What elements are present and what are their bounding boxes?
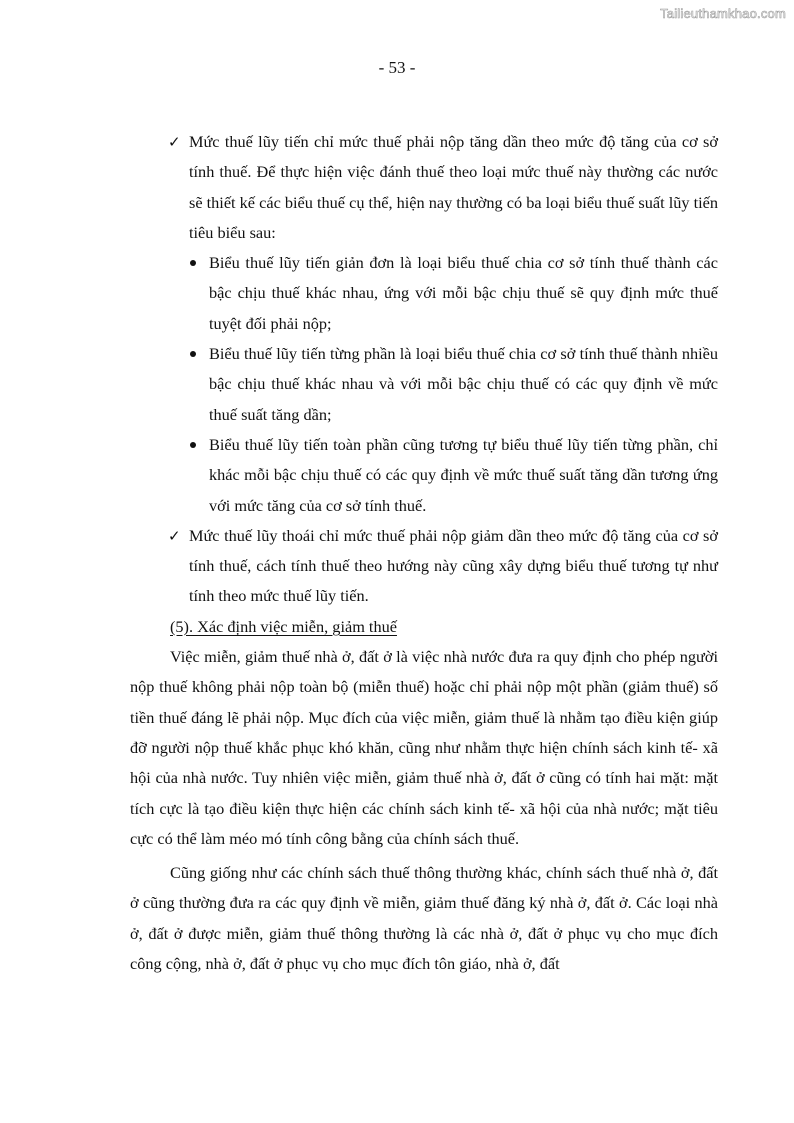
bullet-item [130,248,718,339]
bullet-item-text: Biểu thuế lũy tiến từng phần là loại biểu thuế chia cơ sở tính thuế thành nhiều bậc chịu thuế khác nhau và với mỗi bậc chịu thuế có các quy định về mức thuế suất tăng dần; [209,344,718,424]
paragraph: Cũng giống như các chính sách thuế thông thường khác, chính sách thuế nhà ở, đất ở cũng thường đưa ra các quy định về miễn, giảm thuế đăng ký nhà ở, đất ở. Các loại nhà ở, đất ở được miễn, giảm thuế thông thường là các nhà ở, đất ở phục vụ cho mục đích công cộng, nhà ở, đất ở phục vụ cho mục đích tôn giáo, nhà ở, đất [130,863,718,974]
bullet-icon [190,260,196,266]
check-item-regressive [130,521,718,612]
check-item-progressive [130,127,718,248]
checkmark-icon: ✓ [168,133,181,151]
bullet-item [130,339,718,430]
bullet-icon [190,442,196,448]
page-number: - 53 - [378,58,416,77]
document-body [130,127,718,979]
bullet-item-text: Biểu thuế lũy tiến toàn phần cũng tương tự biểu thuế lũy tiến từng phần, chỉ khác mỗi bậc chịu thuế có các quy định về mức thuế suất tăng dần tương ứng với mức tăng của cơ sở tính thuế. [209,434,718,515]
bullet-item [130,430,718,521]
checkmark-icon: ✓ [168,526,181,545]
check-item-text: Mức thuế lũy tiến chỉ mức thuế phải nộp tăng dần theo mức độ tăng của cơ sở tính thuế. Để thực hiện việc đánh thuế theo loại mức thuế này thường các nước sẽ thiết kế các biểu thuế cụ thể, hiện nay thường có ba loại biểu thuế suất lũy tiến tiêu biểu sau: [189,132,718,242]
section-heading: (5). Xác định việc miễn, giảm thuế [170,616,397,636]
check-item-text: Mức thuế lũy thoái chỉ mức thuế phải nộp giảm dần theo mức độ tăng của cơ sở tính thuế, cách tính thuế theo hướng này cũng xây dựng biểu thuế tương tự như tính theo mức thuế lũy tiến. [189,525,718,606]
bullet-item-text: Biểu thuế lũy tiến giản đơn là loại biểu thuế chia cơ sở tính thuế thành các bậc chịu thuế khác nhau, ứng với mỗi bậc chịu thuế sẽ quy định mức thuế tuyệt đối phải nộp; [209,253,718,333]
bullet-list [130,248,718,521]
bullet-icon [190,351,196,357]
paragraph: Việc miễn, giảm thuế nhà ở, đất ở là việc nhà nước đưa ra quy định cho phép người nộp thuế không phải nộp toàn bộ (miễn thuế) hoặc chỉ phải nộp một phần (giảm thuế) số tiền thuế đáng lẽ phải nộp. Mục đích của việc miễn, giảm thuế là nhằm tạo điều kiện giúp đỡ người nộp thuế khắc phục khó khăn, cũng như nhằm thực hiện chính sách kinh tế- xã hội của nhà nước. Tuy nhiên việc miễn, giảm thuế nhà ở, đất ở cũng có tính hai mặt: mặt tích cực là tạo điều kiện thực hiện các chính sách kinh tế- xã hội của nhà nước; mặt tiêu cực có thể làm méo mó tính công bằng của chính sách thuế. [130,647,718,848]
watermark: Tailieuthamkhao.com [660,6,786,21]
